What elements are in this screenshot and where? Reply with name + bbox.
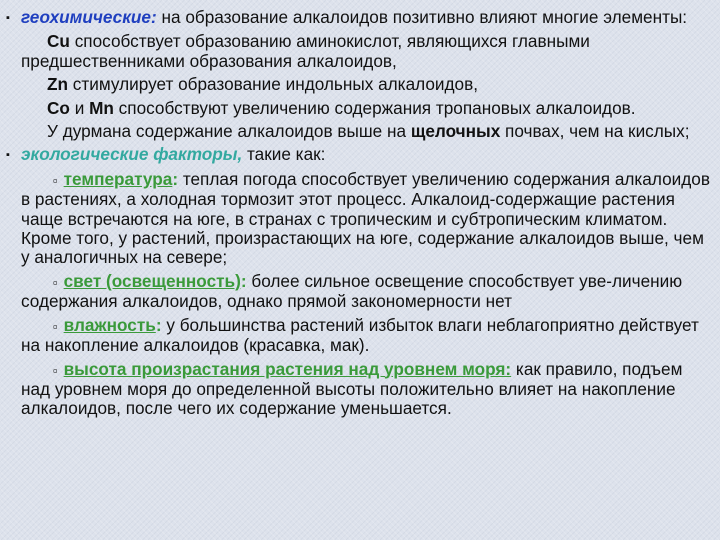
- light-colon: :: [240, 270, 247, 291]
- zn-symbol: Zn: [47, 74, 68, 95]
- light-term: свет (освещенность): [63, 270, 241, 291]
- datura-text-pre: У дурмана содержание алкалоидов выше на: [47, 121, 411, 142]
- bullet-icon: ▪: [6, 149, 10, 162]
- ecology-heading: экологические факторы: [21, 144, 238, 165]
- co-mn-text: способствуют увеличению содержания тропановых алкалоидов.: [113, 97, 636, 118]
- sub-bullet-icon: ▫: [53, 318, 58, 334]
- geochem-heading: геохимические: [21, 7, 151, 27]
- sub-bullet-icon: ▫: [53, 274, 58, 290]
- altitude-text: как правило, подъем над уровнем моря до определенной высоты положительно влияет на накопление алкалоидов, после чего их содержание уменьшается.: [21, 358, 683, 419]
- cu-paragraph: [6, 32, 710, 71]
- geochem-colon: :: [150, 7, 157, 27]
- co-mn-paragraph: [6, 99, 710, 118]
- ecology-intro-text: такие как:: [242, 144, 326, 165]
- humidity-term: влажность: [63, 314, 156, 335]
- sub-bullet-icon: ▫: [53, 362, 58, 378]
- and-word: и: [69, 97, 90, 118]
- co-symbol: Co: [47, 97, 70, 118]
- datura-text-post: почвах, чем на кислых;: [500, 121, 690, 142]
- temperature-text: теплая погода способствует увеличению содержания алкалоидов в растениях, а холодная тормозит этот процесс. Алкалоид-содержащие растения чаще встречаются на юге, в странах с тропическим и субтропическим климатом. Кроме того, у растений, произрастающих на юге, содержание алкалоидов выше, чем у аналогичных на севере;: [21, 168, 710, 268]
- humidity-colon: :: [155, 314, 162, 335]
- bullet-icon: ▪: [6, 12, 10, 24]
- cu-symbol: Cu: [47, 31, 70, 52]
- altitude-paragraph: [6, 360, 710, 419]
- ecology-comma: ,: [237, 144, 243, 165]
- sub-bullet-icon: ▫: [53, 172, 58, 188]
- humidity-text: у большинства растений избыток влаги неблагоприятно действует на накопление алкалоидов (красавка, мак).: [21, 314, 699, 356]
- temperature-term: температура: [63, 168, 173, 189]
- temperature-colon: :: [172, 168, 179, 189]
- geochem-intro: [6, 8, 710, 28]
- temperature-paragraph: [6, 170, 710, 268]
- light-text: более сильное освещение способствует уве-личению содержания алкалоидов, однако прямой закономерности нет: [21, 270, 683, 312]
- ecology-intro: [6, 145, 710, 165]
- datura-paragraph: [6, 122, 710, 141]
- cu-text: способствует образованию аминокислот, являющихся главными предшественниками образования алкалоидов,: [21, 31, 590, 71]
- zn-paragraph: [6, 75, 710, 94]
- mn-symbol: Mn: [89, 97, 114, 118]
- datura-bold: щелочных: [410, 121, 501, 142]
- light-paragraph: [6, 272, 710, 312]
- geochem-intro-text: на образование алкалоидов позитивно влияют многие элементы:: [156, 7, 688, 27]
- altitude-term: высота произрастания растения над уровнем моря:: [63, 358, 512, 379]
- humidity-paragraph: [6, 316, 710, 356]
- zn-text: стимулирует образование индольных алкалоидов,: [68, 74, 479, 95]
